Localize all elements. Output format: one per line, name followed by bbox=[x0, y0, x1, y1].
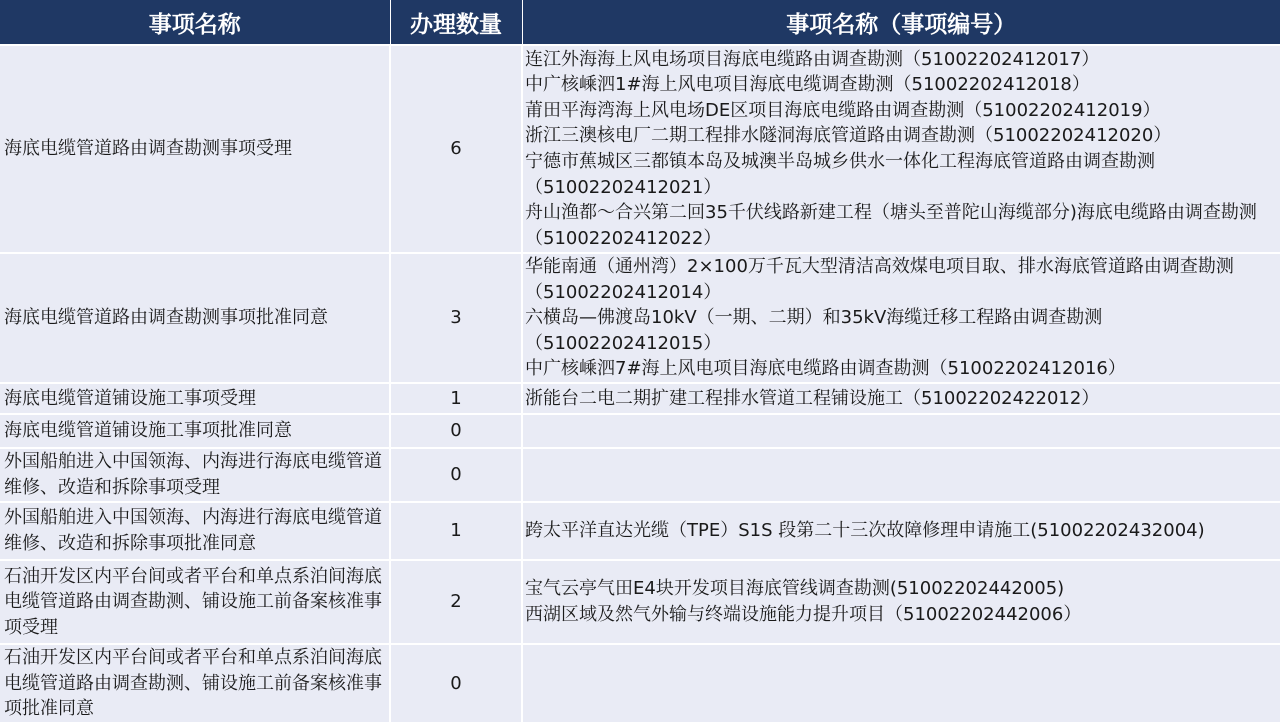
row-count: 3 bbox=[390, 253, 522, 383]
table-row bbox=[0, 448, 1280, 502]
table-row bbox=[0, 414, 1280, 448]
row-items bbox=[522, 502, 1280, 560]
row-count: 0 bbox=[390, 414, 522, 448]
row-matter-name: 石油开发区内平台间或者平台和单点系泊间海底电缆管道路由调查勘测、铺设施工前备案核准事项批准同意 bbox=[0, 644, 390, 723]
row-matter-name: 海底电缆管道路由调查勘测事项受理 bbox=[0, 45, 390, 253]
item-entry: 中广核嵊泗1#海上风电项目海底电缆调查勘测（51002202412018） bbox=[525, 74, 1090, 96]
row-matter-name: 海底电缆管道路由调查勘测事项批准同意 bbox=[0, 253, 390, 383]
table-row bbox=[0, 502, 1280, 560]
row-count: 1 bbox=[390, 383, 522, 414]
row-items bbox=[522, 448, 1280, 502]
row-matter-name: 海底电缆管道铺设施工事项受理 bbox=[0, 383, 390, 414]
header-matter-items: 事项名称（事项编号） bbox=[522, 0, 1280, 45]
row-matter-name: 外国船舶进入中国领海、内海进行海底电缆管道维修、改造和拆除事项批准同意 bbox=[0, 502, 390, 560]
item-entry: 浙江三澳核电厂二期工程排水隧洞海底管道路由调查勘测（51002202412020） bbox=[525, 125, 1172, 147]
item-entry: 舟山渔都～合兴第二回35千伏线路新建工程（塘头至普陀山海缆部分)海底电缆路由调查勘测（51002202412022） bbox=[525, 202, 1257, 249]
table-row bbox=[0, 45, 1280, 253]
header-matter-name: 事项名称 bbox=[0, 0, 390, 45]
row-items bbox=[522, 383, 1280, 414]
item-entry: 宝气云亭气田E4块开发项目海底管线调查勘测(51002202442005) bbox=[525, 578, 1065, 600]
table-row bbox=[0, 560, 1280, 644]
row-items bbox=[522, 45, 1280, 253]
item-entry: 浙能台二电二期扩建工程排水管道工程铺设施工（51002202422012） bbox=[525, 387, 1100, 409]
item-entry: 宁德市蕉城区三都镇本岛及城澳半岛城乡供水一体化工程海底管道路由调查勘测（51002202412021） bbox=[525, 151, 1155, 198]
item-entry: 华能南通（通州湾）2×100万千瓦大型清洁高效煤电项目取、排水海底管道路由调查勘测（51002202412014） bbox=[525, 256, 1234, 303]
row-matter-name: 石油开发区内平台间或者平台和单点系泊间海底电缆管道路由调查勘测、铺设施工前备案核准事项受理 bbox=[0, 560, 390, 644]
row-count: 1 bbox=[390, 502, 522, 560]
header-count: 办理数量 bbox=[390, 0, 522, 45]
item-entry: 六横岛—佛渡岛10kV（一期、二期）和35kV海缆迁移工程路由调查勘测（51002202412015） bbox=[525, 307, 1103, 354]
header-row bbox=[0, 0, 1280, 45]
row-count: 2 bbox=[390, 560, 522, 644]
row-items bbox=[522, 414, 1280, 448]
row-matter-name: 海底电缆管道铺设施工事项批准同意 bbox=[0, 414, 390, 448]
item-entry: 西湖区域及然气外输与终端设施能力提升项目（51002202442006） bbox=[525, 603, 1082, 625]
row-count: 0 bbox=[390, 448, 522, 502]
table-header bbox=[0, 0, 1280, 45]
row-items bbox=[522, 253, 1280, 383]
item-entry: 中广核嵊泗7#海上风电项目海底电缆路由调查勘测（51002202412016） bbox=[525, 358, 1126, 380]
table-row bbox=[0, 253, 1280, 383]
item-entry: 莆田平海湾海上风电场DE区项目海底电缆路由调查勘测（51002202412019） bbox=[525, 99, 1161, 121]
row-count: 6 bbox=[390, 45, 522, 253]
row-items bbox=[522, 560, 1280, 644]
table-row bbox=[0, 383, 1280, 414]
row-matter-name: 外国船舶进入中国领海、内海进行海底电缆管道维修、改造和拆除事项受理 bbox=[0, 448, 390, 502]
row-count: 0 bbox=[390, 644, 522, 723]
item-entry: 跨太平洋直达光缆（TPE）S1S 段第二十三次故障修理申请施工(51002202432004) bbox=[525, 520, 1205, 542]
item-entry: 连江外海海上风电场项目海底电缆路由调查勘测（51002202412017） bbox=[525, 48, 1100, 70]
table-row bbox=[0, 644, 1280, 723]
row-items bbox=[522, 644, 1280, 723]
